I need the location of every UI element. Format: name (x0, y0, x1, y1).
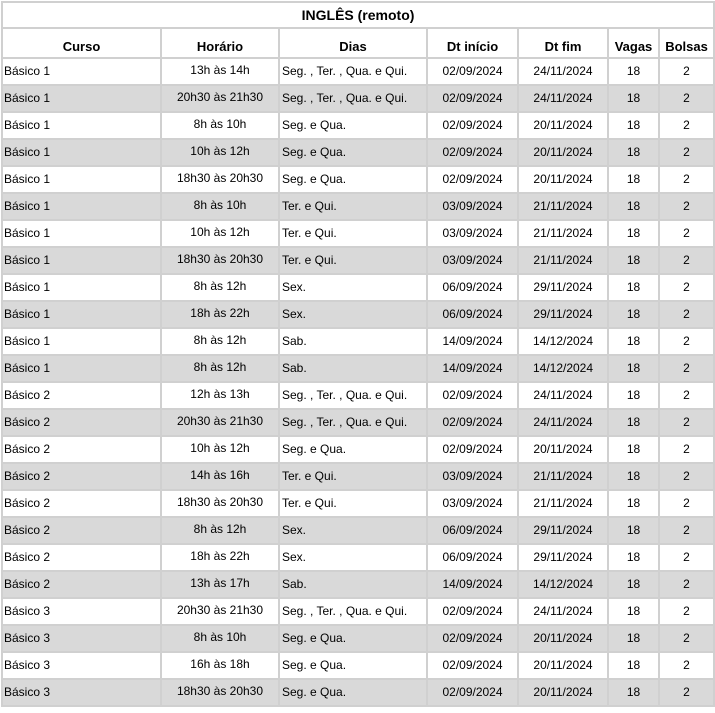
cell-bolsas: 2 (660, 221, 715, 248)
cell-vagas: 18 (609, 167, 660, 194)
cell-dt-inicio: 02/09/2024 (428, 680, 519, 707)
cell-dias: Sex. (280, 302, 428, 329)
cell-curso: Básico 3 (3, 599, 162, 626)
cell-vagas: 18 (609, 140, 660, 167)
table-row (3, 194, 715, 221)
cell-dt-fim: 20/11/2024 (519, 680, 609, 707)
cell-vagas: 18 (609, 599, 660, 626)
cell-horario: 20h30 às 21h30 (162, 410, 280, 437)
cell-dt-inicio: 02/09/2024 (428, 383, 519, 410)
table-row (3, 383, 715, 410)
cell-dt-inicio: 02/09/2024 (428, 167, 519, 194)
cell-bolsas: 2 (660, 140, 715, 167)
table-row (3, 410, 715, 437)
table-row (3, 275, 715, 302)
table-row (3, 545, 715, 572)
title-row (3, 3, 715, 29)
cell-vagas: 18 (609, 680, 660, 707)
cell-dt-inicio: 14/09/2024 (428, 572, 519, 599)
cell-curso: Básico 2 (3, 464, 162, 491)
schedule-table (1, 1, 715, 707)
table-row (3, 356, 715, 383)
cell-curso: Básico 2 (3, 545, 162, 572)
cell-curso: Básico 1 (3, 86, 162, 113)
cell-dt-inicio: 02/09/2024 (428, 59, 519, 86)
cell-dias: Seg. , Ter. , Qua. e Qui. (280, 410, 428, 437)
cell-vagas: 18 (609, 221, 660, 248)
cell-dt-inicio: 03/09/2024 (428, 491, 519, 518)
cell-vagas: 18 (609, 653, 660, 680)
cell-curso: Básico 3 (3, 680, 162, 707)
cell-dt-fim: 14/12/2024 (519, 356, 609, 383)
table-row (3, 113, 715, 140)
cell-bolsas: 2 (660, 410, 715, 437)
cell-dias: Seg. e Qua. (280, 626, 428, 653)
table-row (3, 140, 715, 167)
cell-dt-inicio: 03/09/2024 (428, 464, 519, 491)
cell-curso: Básico 1 (3, 329, 162, 356)
table-row (3, 329, 715, 356)
cell-bolsas: 2 (660, 383, 715, 410)
cell-dias: Seg. e Qua. (280, 653, 428, 680)
cell-horario: 10h às 12h (162, 437, 280, 464)
cell-horario: 10h às 12h (162, 221, 280, 248)
cell-dt-fim: 20/11/2024 (519, 140, 609, 167)
cell-horario: 18h30 às 20h30 (162, 491, 280, 518)
cell-horario: 18h às 22h (162, 545, 280, 572)
cell-dt-fim: 21/11/2024 (519, 491, 609, 518)
cell-horario: 20h30 às 21h30 (162, 86, 280, 113)
cell-horario: 8h às 10h (162, 626, 280, 653)
table-row (3, 302, 715, 329)
cell-dias: Seg. e Qua. (280, 167, 428, 194)
cell-horario: 14h às 16h (162, 464, 280, 491)
column-header-dias: Dias (280, 29, 428, 59)
cell-dias: Seg. , Ter. , Qua. e Qui. (280, 599, 428, 626)
cell-vagas: 18 (609, 410, 660, 437)
cell-curso: Básico 2 (3, 437, 162, 464)
cell-vagas: 18 (609, 545, 660, 572)
cell-dt-fim: 24/11/2024 (519, 86, 609, 113)
table-row (3, 221, 715, 248)
cell-horario: 10h às 12h (162, 140, 280, 167)
cell-curso: Básico 1 (3, 113, 162, 140)
cell-bolsas: 2 (660, 626, 715, 653)
cell-dt-inicio: 02/09/2024 (428, 140, 519, 167)
table-body (3, 59, 715, 707)
cell-bolsas: 2 (660, 113, 715, 140)
cell-vagas: 18 (609, 113, 660, 140)
cell-curso: Básico 1 (3, 248, 162, 275)
cell-bolsas: 2 (660, 491, 715, 518)
cell-curso: Básico 1 (3, 140, 162, 167)
cell-bolsas: 2 (660, 329, 715, 356)
cell-bolsas: 2 (660, 248, 715, 275)
cell-dt-fim: 20/11/2024 (519, 167, 609, 194)
cell-dias: Ter. e Qui. (280, 491, 428, 518)
cell-dt-fim: 24/11/2024 (519, 410, 609, 437)
table-row (3, 464, 715, 491)
cell-dt-inicio: 02/09/2024 (428, 410, 519, 437)
cell-vagas: 18 (609, 356, 660, 383)
cell-dt-fim: 24/11/2024 (519, 383, 609, 410)
cell-vagas: 18 (609, 302, 660, 329)
cell-dt-inicio: 02/09/2024 (428, 113, 519, 140)
cell-horario: 12h às 13h (162, 383, 280, 410)
cell-dt-inicio: 02/09/2024 (428, 86, 519, 113)
table-row (3, 491, 715, 518)
cell-dt-fim: 20/11/2024 (519, 626, 609, 653)
cell-dt-fim: 29/11/2024 (519, 302, 609, 329)
cell-dias: Seg. e Qua. (280, 113, 428, 140)
cell-dias: Sab. (280, 572, 428, 599)
cell-bolsas: 2 (660, 86, 715, 113)
column-header-bolsas: Bolsas (660, 29, 715, 59)
cell-vagas: 18 (609, 194, 660, 221)
cell-dt-inicio: 06/09/2024 (428, 275, 519, 302)
cell-horario: 16h às 18h (162, 653, 280, 680)
cell-dt-inicio: 03/09/2024 (428, 221, 519, 248)
cell-dt-fim: 21/11/2024 (519, 464, 609, 491)
cell-horario: 18h30 às 20h30 (162, 680, 280, 707)
cell-curso: Básico 1 (3, 59, 162, 86)
cell-bolsas: 2 (660, 437, 715, 464)
table-row (3, 59, 715, 86)
cell-dt-inicio: 03/09/2024 (428, 248, 519, 275)
table-row (3, 437, 715, 464)
cell-bolsas: 2 (660, 464, 715, 491)
cell-bolsas: 2 (660, 59, 715, 86)
cell-curso: Básico 2 (3, 383, 162, 410)
cell-dt-fim: 20/11/2024 (519, 113, 609, 140)
cell-dt-fim: 29/11/2024 (519, 518, 609, 545)
cell-dias: Sex. (280, 518, 428, 545)
cell-vagas: 18 (609, 491, 660, 518)
cell-dias: Sab. (280, 329, 428, 356)
cell-bolsas: 2 (660, 572, 715, 599)
cell-horario: 8h às 12h (162, 329, 280, 356)
cell-dias: Ter. e Qui. (280, 464, 428, 491)
cell-dt-inicio: 06/09/2024 (428, 545, 519, 572)
schedule-sheet (1, 1, 713, 707)
cell-horario: 8h às 12h (162, 518, 280, 545)
table-row (3, 167, 715, 194)
cell-bolsas: 2 (660, 680, 715, 707)
cell-vagas: 18 (609, 464, 660, 491)
cell-dt-inicio: 06/09/2024 (428, 518, 519, 545)
cell-dt-fim: 14/12/2024 (519, 572, 609, 599)
cell-horario: 13h às 17h (162, 572, 280, 599)
cell-dt-inicio: 02/09/2024 (428, 437, 519, 464)
cell-dt-fim: 29/11/2024 (519, 275, 609, 302)
cell-dt-fim: 21/11/2024 (519, 194, 609, 221)
cell-dias: Sab. (280, 356, 428, 383)
cell-dt-inicio: 06/09/2024 (428, 302, 519, 329)
cell-bolsas: 2 (660, 518, 715, 545)
cell-dias: Sex. (280, 545, 428, 572)
cell-dt-fim: 21/11/2024 (519, 248, 609, 275)
table-row (3, 518, 715, 545)
cell-horario: 18h às 22h (162, 302, 280, 329)
cell-curso: Básico 3 (3, 626, 162, 653)
cell-vagas: 18 (609, 383, 660, 410)
cell-dias: Seg. e Qua. (280, 680, 428, 707)
cell-dias: Sex. (280, 275, 428, 302)
cell-dt-inicio: 03/09/2024 (428, 194, 519, 221)
cell-horario: 8h às 12h (162, 356, 280, 383)
cell-dias: Seg. , Ter. , Qua. e Qui. (280, 383, 428, 410)
cell-vagas: 18 (609, 518, 660, 545)
cell-curso: Básico 1 (3, 356, 162, 383)
cell-dt-fim: 20/11/2024 (519, 437, 609, 464)
cell-bolsas: 2 (660, 545, 715, 572)
cell-curso: Básico 2 (3, 410, 162, 437)
cell-vagas: 18 (609, 248, 660, 275)
cell-bolsas: 2 (660, 653, 715, 680)
cell-vagas: 18 (609, 572, 660, 599)
cell-bolsas: 2 (660, 167, 715, 194)
cell-curso: Básico 3 (3, 653, 162, 680)
cell-dias: Seg. e Qua. (280, 437, 428, 464)
cell-curso: Básico 1 (3, 167, 162, 194)
cell-bolsas: 2 (660, 356, 715, 383)
cell-dt-fim: 14/12/2024 (519, 329, 609, 356)
cell-curso: Básico 1 (3, 221, 162, 248)
table-title: INGLÊS (remoto) (3, 3, 715, 29)
cell-curso: Básico 1 (3, 194, 162, 221)
cell-curso: Básico 1 (3, 275, 162, 302)
table-row (3, 680, 715, 707)
cell-dias: Ter. e Qui. (280, 248, 428, 275)
cell-curso: Básico 2 (3, 491, 162, 518)
cell-dt-inicio: 02/09/2024 (428, 599, 519, 626)
cell-vagas: 18 (609, 86, 660, 113)
column-header-dt-inicio: Dt início (428, 29, 519, 59)
cell-dias: Seg. e Qua. (280, 140, 428, 167)
cell-vagas: 18 (609, 275, 660, 302)
cell-bolsas: 2 (660, 194, 715, 221)
table-row (3, 599, 715, 626)
cell-dt-fim: 21/11/2024 (519, 221, 609, 248)
table-row (3, 626, 715, 653)
cell-bolsas: 2 (660, 275, 715, 302)
cell-dt-inicio: 14/09/2024 (428, 329, 519, 356)
cell-curso: Básico 2 (3, 518, 162, 545)
cell-horario: 8h às 10h (162, 194, 280, 221)
cell-dias: Seg. , Ter. , Qua. e Qui. (280, 59, 428, 86)
cell-curso: Básico 2 (3, 572, 162, 599)
table-row (3, 248, 715, 275)
column-header-dt-fim: Dt fim (519, 29, 609, 59)
cell-dias: Ter. e Qui. (280, 194, 428, 221)
cell-curso: Básico 1 (3, 302, 162, 329)
table-row (3, 653, 715, 680)
cell-horario: 13h às 14h (162, 59, 280, 86)
cell-vagas: 18 (609, 59, 660, 86)
cell-horario: 18h30 às 20h30 (162, 248, 280, 275)
cell-dt-fim: 24/11/2024 (519, 59, 609, 86)
cell-dias: Seg. , Ter. , Qua. e Qui. (280, 86, 428, 113)
table-row (3, 572, 715, 599)
cell-dt-inicio: 14/09/2024 (428, 356, 519, 383)
cell-vagas: 18 (609, 329, 660, 356)
cell-bolsas: 2 (660, 599, 715, 626)
column-header-curso: Curso (3, 29, 162, 59)
cell-dias: Ter. e Qui. (280, 221, 428, 248)
cell-horario: 20h30 às 21h30 (162, 599, 280, 626)
table-row (3, 86, 715, 113)
cell-horario: 18h30 às 20h30 (162, 167, 280, 194)
cell-dt-fim: 20/11/2024 (519, 653, 609, 680)
cell-dt-fim: 24/11/2024 (519, 599, 609, 626)
cell-dt-inicio: 02/09/2024 (428, 626, 519, 653)
header-row (3, 29, 715, 59)
column-header-vagas: Vagas (609, 29, 660, 59)
cell-vagas: 18 (609, 437, 660, 464)
cell-bolsas: 2 (660, 302, 715, 329)
column-header-horario: Horário (162, 29, 280, 59)
cell-horario: 8h às 12h (162, 275, 280, 302)
cell-dt-fim: 29/11/2024 (519, 545, 609, 572)
cell-vagas: 18 (609, 626, 660, 653)
cell-horario: 8h às 10h (162, 113, 280, 140)
cell-dt-inicio: 02/09/2024 (428, 653, 519, 680)
